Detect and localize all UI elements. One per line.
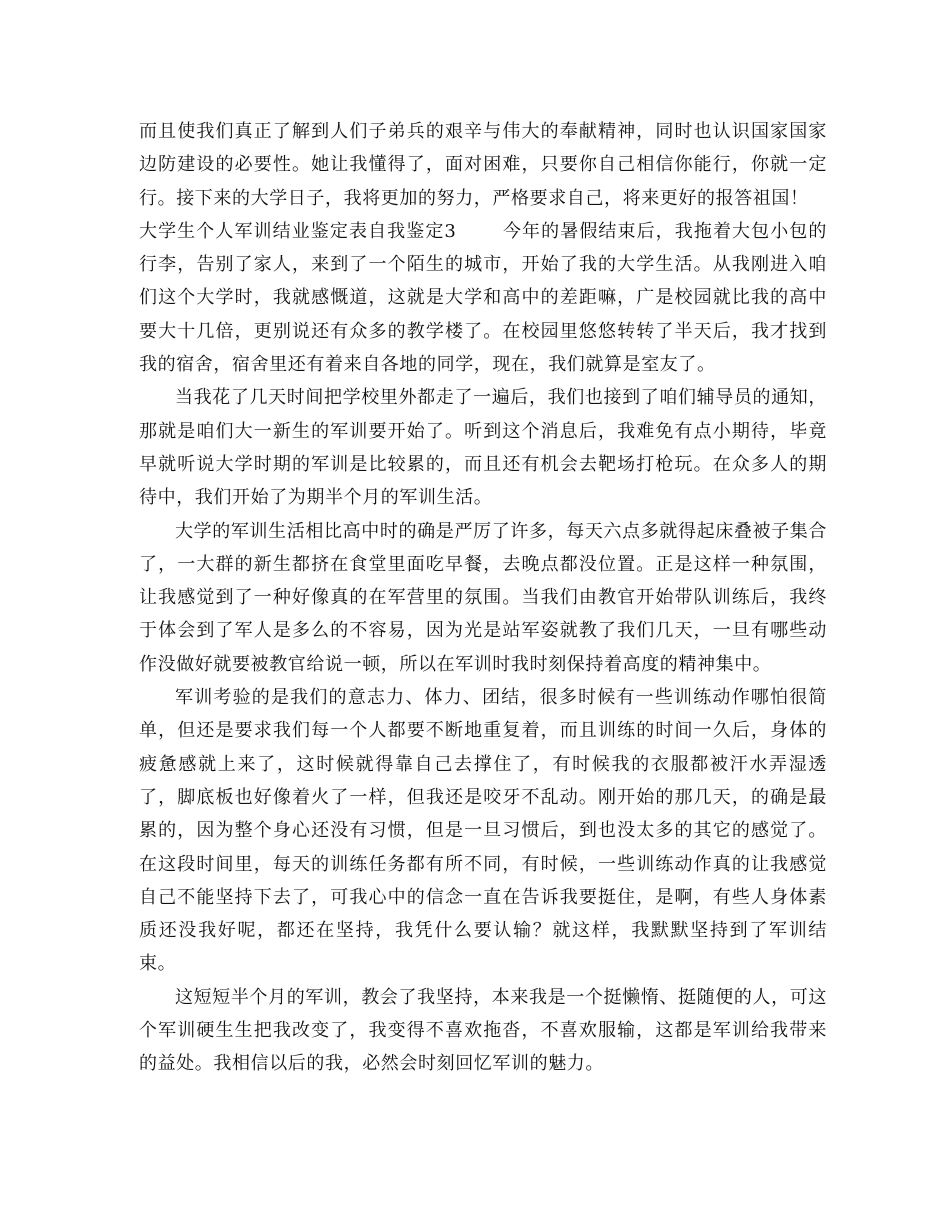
paragraph-4 <box>139 515 827 681</box>
paragraph-4-text: 大学的军训生活相比高中时的确是严厉了许多，每天六点多就得起床叠被子集合了，一大群的新生都挤在食堂里面吃早餐，去晚点都没位置。正是这样一种氛围，让我感觉到了一种好像真的在军营里的氛围。当我们由教官开始带队训练后，我终于体会到了军人是多么的不容易，因为光是站军姿就教了我们几天，一旦有哪些动作没做好就要被教官给说一顿，所以在军训时我时刻保持着高度的精神集中。 <box>139 520 827 675</box>
paragraph-3-text: 当我花了几天时间把学校里外都走了一遍后，我们也接到了咱们辅导员的通知，那就是咱们大一新生的军训要开始了。听到这个消息后，我难免有点小期待，毕竟早就听说大学时期的军训是比较累的，而且还有机会去靶场打枪玩。在众多人的期待中，我们开始了为期半个月的军训生活。 <box>139 387 827 509</box>
section-title: 大学生个人军训结业鉴定表自我鉴定3 <box>139 220 457 242</box>
paragraph-2 <box>139 215 827 381</box>
paragraph-6 <box>139 981 827 1081</box>
paragraph-3 <box>139 381 827 514</box>
paragraph-5-text: 军训考验的是我们的意志力、体力、团结，很多时候有一些训练动作哪怕很简单，但还是要求我们每一个人都要不断地重复着，而且训练的时间一久后，身体的疲惫感就上来了，这时候就得靠自己去撑住了，有时候我的衣服都被汗水弄湿透了，脚底板也好像着火了一样，但我还是咬牙不乱动。刚开始的那几天，的确是最累的，因为整个身心还没有习惯，但是一旦习惯后，到也没太多的其它的感觉了。在这段时间里，每天的训练任务都有所不同，有时候，一些训练动作真的让我感觉自己不能坚持下去了，可我心中的信念一直在告诉我要挺住，是啊，有些人身体素质还没我好呢，都还在坚持，我凭什么要认输？就这样，我默默坚持到了军训结束。 <box>139 687 827 975</box>
paragraph-1 <box>139 115 827 215</box>
document-body <box>139 115 827 1081</box>
paragraph-1-text: 而且使我们真正了解到人们子弟兵的艰辛与伟大的奉献精神，同时也认识国家国家边防建设的必要性。她让我懂得了，面对困难，只要你自己相信你能行，你就一定行。接下来的大学日子，我将更加的努力，严格要求自己，将来更好的报答祖国！ <box>139 121 827 209</box>
paragraph-5 <box>139 681 827 981</box>
paragraph-6-text: 这短短半个月的军训，教会了我坚持，本来我是一个挺懒惰、挺随便的人，可这个军训硬生生把我改变了，我变得不喜欢拖沓，不喜欢服输，这都是军训给我带来的益处。我相信以后的我，必然会时刻回忆军训的魅力。 <box>139 986 827 1075</box>
paragraph-2-text: 今年的暑假结束后，我拖着大包小包的行李，告别了家人，来到了一个陌生的城市，开始了我的大学生活。从我刚进入咱们这个大学时，我就感慨道，这就是大学和高中的差距嘛，广是校园就比我的高中要大十几倍，更别说还有众多的教学楼了。在校园里悠悠转转了半天后，我才找到我的宿舍，宿舍里还有着来自各地的同学，现在，我们就算是室友了。 <box>139 220 827 376</box>
